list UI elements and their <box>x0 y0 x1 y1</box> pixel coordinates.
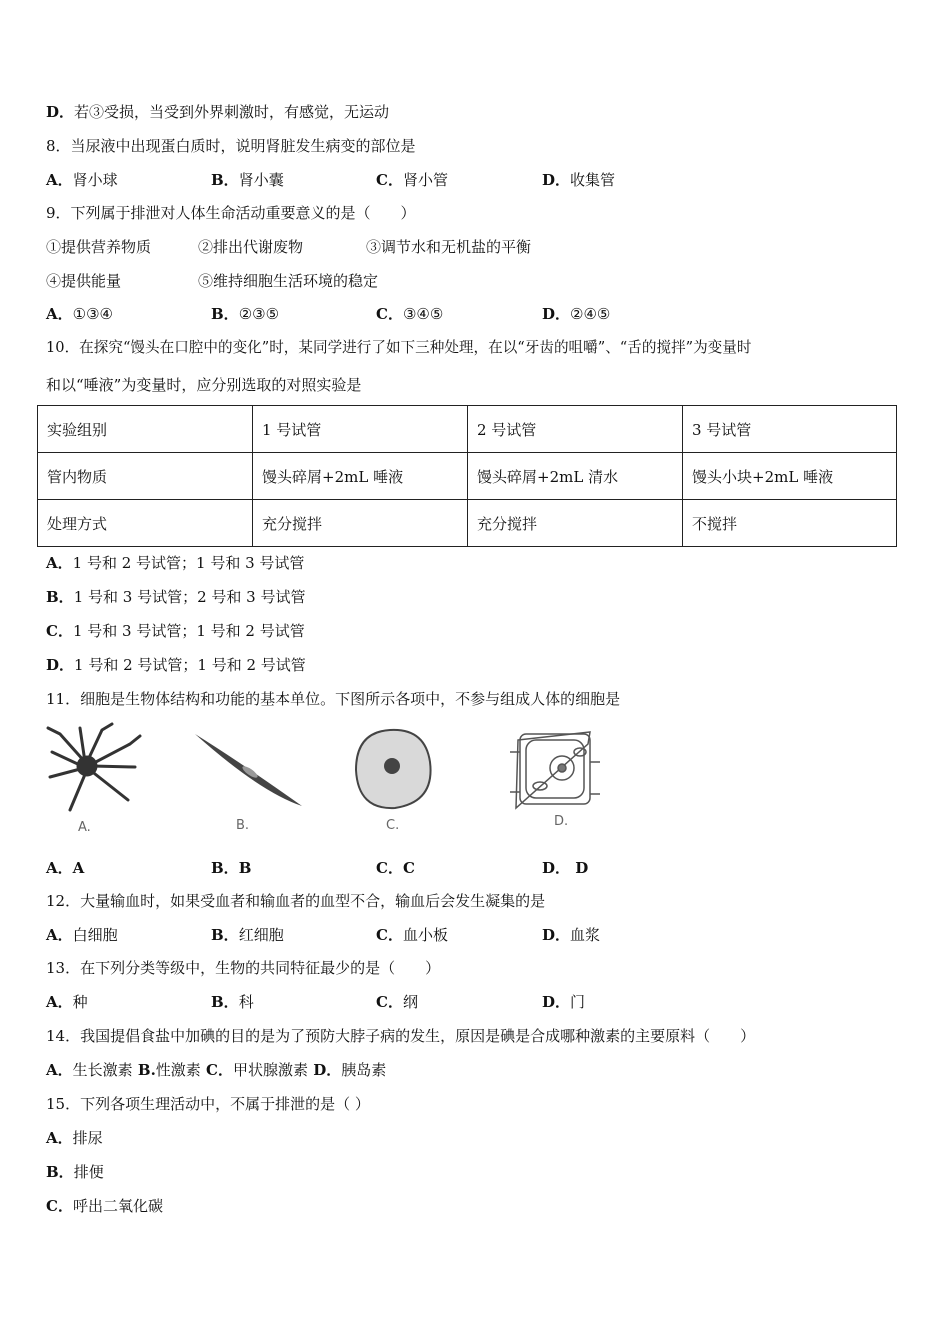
table-cell: 处理方式 <box>38 500 253 547</box>
q10-stem-line2: 和以“唾液”为变量时，应分别选取的对照实验是 <box>46 376 362 394</box>
table-cell: 2 号试管 <box>468 406 683 453</box>
neuron-cell-image <box>48 724 140 810</box>
experiment-table <box>37 405 897 547</box>
q11-option-c: C．C <box>376 859 415 877</box>
q14-options: A．生长激素 B.性激素 C．甲状腺激素 D．胰岛素 <box>46 1061 387 1079</box>
muscle-cell-image <box>195 734 302 806</box>
q9-option-c: C．③④⑤ <box>376 305 444 323</box>
table-cell: 实验组别 <box>38 406 253 453</box>
round-cell-image <box>356 730 431 808</box>
q9-item-1: ①提供营养物质 <box>46 238 152 256</box>
q11-stem: 11．细胞是生物体结构和功能的基本单位。下图所示各项中，不参与组成人体的细胞是 <box>46 690 621 708</box>
q8-option-a: A．肾小球 <box>46 171 118 189</box>
table-cell: 馒头小块+2mL 唾液 <box>683 453 897 500</box>
q15-stem: 15．下列各项生理活动中，不属于排泄的是（ ） <box>46 1095 370 1113</box>
q14-stem: 14．我国提倡食盐中加碘的目的是为了预防大脖子病的发生，原因是碘是合成哪种激素的主要原料（ ） <box>46 1027 756 1045</box>
table-cell: 馒头碎屑+2mL 清水 <box>468 453 683 500</box>
q10-option-a: A．1 号和 2 号试管；1 号和 3 号试管 <box>46 554 305 572</box>
q8-option-b: B．肾小囊 <box>211 171 284 189</box>
q12-stem: 12．大量输血时，如果受血者和输血者的血型不合，输血后会发生凝集的是 <box>46 892 546 910</box>
q9-item-5: ⑤维持细胞生活环境的稳定 <box>198 272 379 290</box>
q15-option-c: C．呼出二氧化碳 <box>46 1197 163 1215</box>
q13-option-c: C．纲 <box>376 993 418 1011</box>
table-cell: 充分搅拌 <box>468 500 683 547</box>
q8-option-d: D．收集管 <box>542 171 616 189</box>
q11-option-d: D． D <box>542 859 589 877</box>
q7-option-d: D．若③受损，当受到外界刺激时，有感觉，无运动 <box>46 103 390 121</box>
q9-item-3: ③调节水和无机盐的平衡 <box>366 238 532 256</box>
q9-option-b: B．②③⑤ <box>211 305 280 323</box>
q11-option-a: A．A <box>46 859 85 877</box>
table-row <box>38 453 897 500</box>
q13-option-d: D．门 <box>542 993 586 1011</box>
q9-item-2: ②排出代谢废物 <box>198 238 304 256</box>
q13-option-b: B．科 <box>211 993 254 1011</box>
table-cell: 不搅拌 <box>683 500 897 547</box>
q13-stem: 13．在下列分类等级中，生物的共同特征最少的是（ ） <box>46 959 441 977</box>
q12-option-c: C．血小板 <box>376 926 448 944</box>
table-cell: 管内物质 <box>38 453 253 500</box>
cell-figures <box>40 722 660 842</box>
q10-option-c: C．1 号和 3 号试管；1 号和 2 号试管 <box>46 622 305 640</box>
q15-option-a: A．排尿 <box>46 1129 103 1147</box>
q8-option-c: C．肾小管 <box>376 171 448 189</box>
q12-option-a: A．白细胞 <box>46 926 118 944</box>
q9-stem: 9．下列属于排泄对人体生命活动重要意义的是（ ） <box>46 204 416 222</box>
table-row <box>38 500 897 547</box>
q8-stem: 8．当尿液中出现蛋白质时，说明肾脏发生病变的部位是 <box>46 137 416 155</box>
caption-d: D. <box>554 814 569 829</box>
plant-cell-image <box>510 732 600 808</box>
caption-c: C. <box>386 818 400 833</box>
q9-option-a: A．①③④ <box>46 305 113 323</box>
q10-stem-line1: 10．在探究“馒头在口腔中的变化”时，某同学进行了如下三种处理，在以“牙齿的咀嚼”、“舌的搅拌”为变量时 <box>46 339 752 356</box>
table-row <box>38 406 897 453</box>
table-cell: 1 号试管 <box>253 406 468 453</box>
q10-option-d: D．1 号和 2 号试管；1 号和 2 号试管 <box>46 656 306 674</box>
q12-option-d: D．血浆 <box>542 926 601 944</box>
q10-option-b: B．1 号和 3 号试管；2 号和 3 号试管 <box>46 588 306 606</box>
q12-option-b: B．红细胞 <box>211 926 284 944</box>
q11-option-b: B．B <box>211 859 252 877</box>
q9-option-d: D．②④⑤ <box>542 305 611 323</box>
q15-option-b: B．排便 <box>46 1163 104 1181</box>
q9-item-4: ④提供能量 <box>46 272 122 290</box>
table-cell: 馒头碎屑+2mL 唾液 <box>253 453 468 500</box>
table-cell: 充分搅拌 <box>253 500 468 547</box>
caption-a: A. <box>78 820 91 835</box>
table-cell: 3 号试管 <box>683 406 897 453</box>
caption-b: B. <box>236 818 250 833</box>
q13-option-a: A．种 <box>46 993 88 1011</box>
